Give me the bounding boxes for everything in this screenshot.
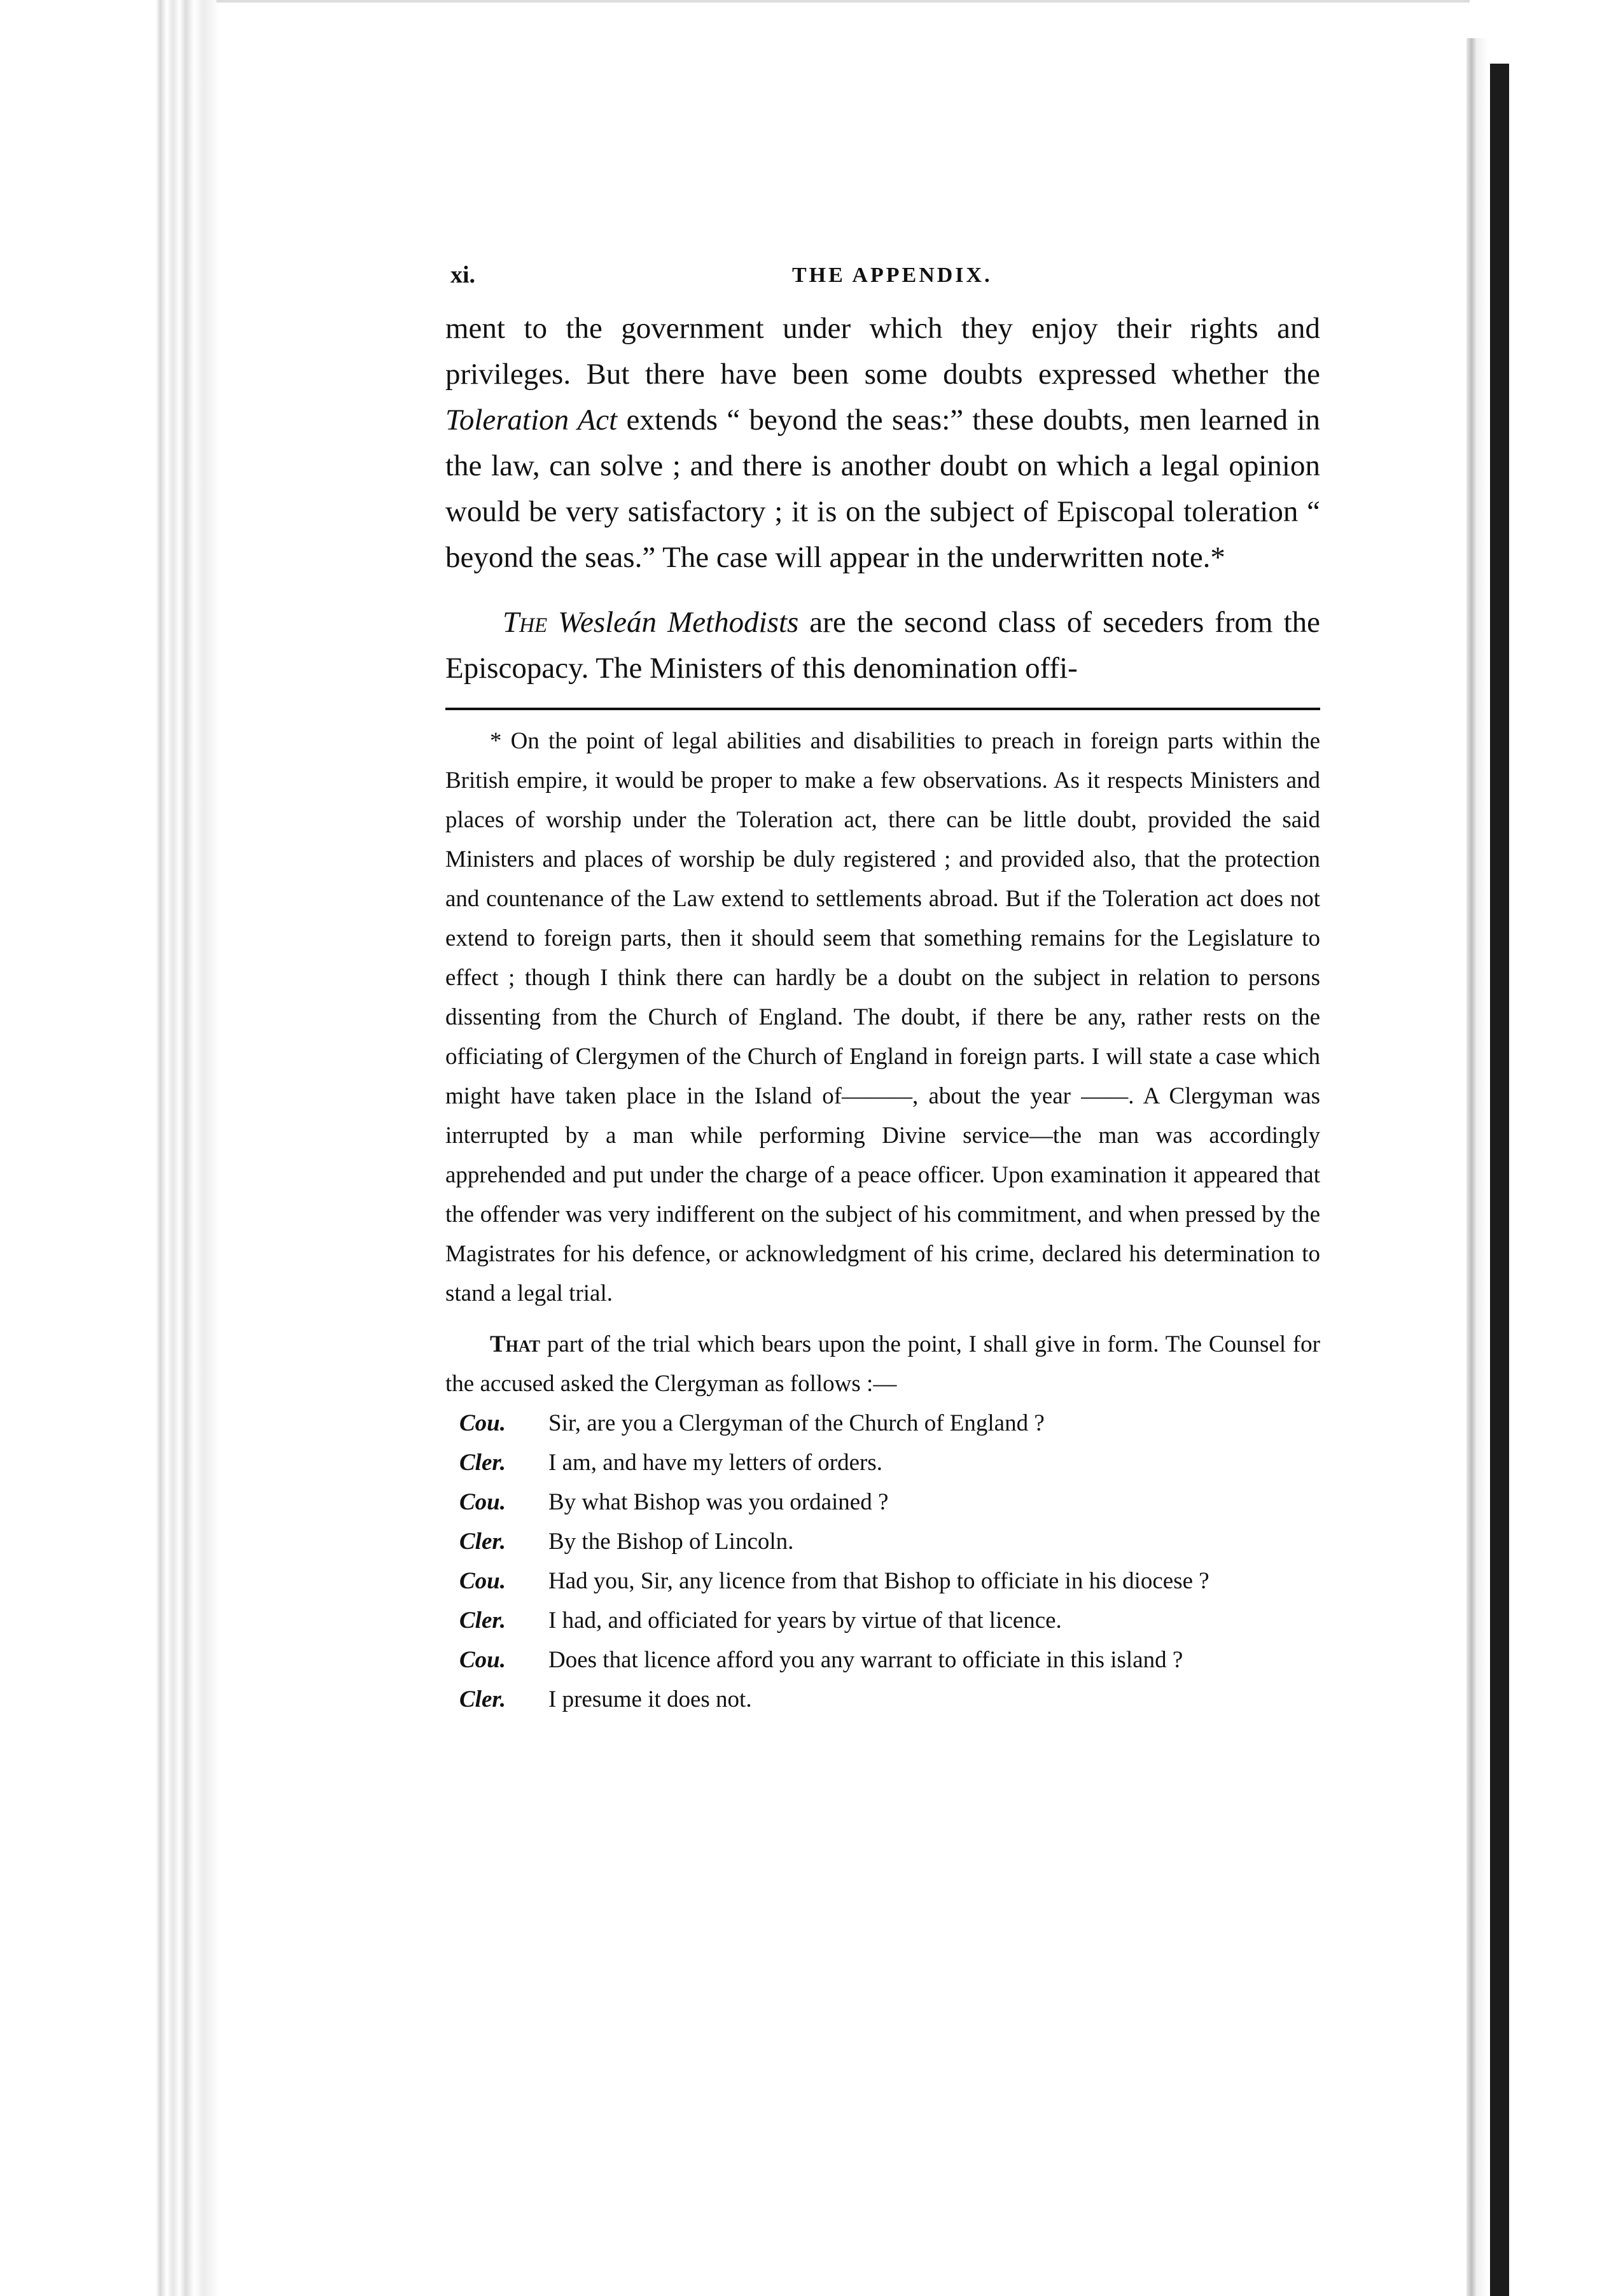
footnote-paragraph-2-caps: That xyxy=(490,1331,541,1357)
dialogue-text: Does that licence afford you any warrant to officiate in this island ? xyxy=(548,1647,1183,1673)
wesleyan-methodists-italic: Wesleán Methodists xyxy=(558,606,799,639)
page-number: xi. xyxy=(450,262,476,288)
dialogue-speaker: Cler. xyxy=(459,1529,506,1555)
dialogue-speaker: Cler. xyxy=(459,1450,506,1476)
footnote-paragraph-2 xyxy=(445,1325,1320,1404)
main-paragraph-2-caps: The xyxy=(503,606,548,639)
dialogue-text: Had you, Sir, any licence from that Bishop to officiate in his diocese ? xyxy=(548,1568,1209,1594)
dialogue-line xyxy=(445,1522,1320,1562)
main-paragraph-2 xyxy=(445,599,1320,691)
dialogue-speaker: Cou. xyxy=(459,1568,506,1594)
running-head xyxy=(445,261,1320,305)
dialogue-line xyxy=(445,1601,1320,1641)
main-paragraph-1-part-a: ment to the government under which they enjoy their rights and privileges. But there have been some doubts expressed whether the xyxy=(445,312,1320,391)
dialogue-text: By what Bishop was you ordained ? xyxy=(548,1489,889,1515)
dialogue-text: I am, and have my letters of orders. xyxy=(548,1450,883,1476)
dialogue-line xyxy=(445,1404,1320,1443)
dialogue-line xyxy=(445,1443,1320,1483)
dialogue-speaker: Cou. xyxy=(459,1647,506,1673)
main-paragraph-2-rest: are the second class of seceders from the Episcopacy. The Ministers of this denomination offi- xyxy=(445,606,1320,685)
dialogue-line xyxy=(445,1641,1320,1680)
book-page xyxy=(445,261,1320,1719)
page-top-edge xyxy=(216,0,1470,3)
toleration-act-italic: Toleration Act xyxy=(445,403,618,437)
dialogue-text: I had, and officiated for years by virtue of that licence. xyxy=(548,1607,1062,1634)
dialogue-text: By the Bishop of Lincoln. xyxy=(548,1529,794,1555)
dialogue-line xyxy=(445,1483,1320,1522)
book-left-edge xyxy=(0,0,219,2296)
running-head-title: THE APPENDIX. xyxy=(792,263,993,287)
dialogue-line xyxy=(445,1680,1320,1719)
dialogue-speaker: Cou. xyxy=(459,1489,506,1515)
main-paragraph-1 xyxy=(445,305,1320,580)
dialogue-speaker: Cler. xyxy=(459,1607,506,1634)
book-right-edge xyxy=(1466,38,1489,2296)
dialogue-line xyxy=(445,1562,1320,1601)
footnote-paragraph-2-rest: part of the trial which bears upon the point, I shall give in form. The Counsel for the accused asked the Clergyman as follows :— xyxy=(445,1331,1320,1397)
footnote-paragraph-1: * On the point of legal abilities and disabilities to preach in foreign parts within the British empire, it would be proper to make a few observations. As it respects Ministers and places of worship under the Toleration act, there can be little doubt, provided the said Ministers and places of worship be duly registered ; and provided also, that the protection and countenance of the Law extend to settlements abroad. But if the Toleration act does not extend to foreign parts, then it should seem that something remains for the Legislature to effect ; though I think there can hardly be a doubt on the subject in relation to persons dissenting from the Church of England. The doubt, if there be any, rather rests on the officiating of Clergymen of the Church of England in foreign parts. I will state a case which might have taken place in the Island of———, about the year ——. A Clergyman was interrupted by a man while performing Divine service—the man was accordingly apprehended and put under the charge of a peace officer. Upon examination it appeared that the offender was very indifferent on the subject of his commitment, and when pressed by the Magistrates for his defence, or acknowledgment of his crime, declared his determination to stand a legal trial. xyxy=(445,728,1320,1306)
dialogue-text: I presume it does not. xyxy=(548,1686,752,1712)
dialogue-speaker: Cou. xyxy=(459,1410,506,1436)
dialogue-text: Sir, are you a Clergyman of the Church of England ? xyxy=(548,1410,1045,1436)
dialogue-speaker: Cler. xyxy=(459,1686,506,1712)
trial-dialogue xyxy=(445,1404,1320,1719)
footnote-rule xyxy=(445,708,1320,710)
main-paragraph-1-part-b: extends “ beyond the seas:” these doubts, men learned in the law, can solve ; and there is another doubt on which a legal opinion would be very satisfactory ; it is on the subject of Episcopal toleration “ beyond the seas.” The case will appear in the underwritten note.* xyxy=(445,403,1321,574)
scan-right-border xyxy=(1490,64,1509,2296)
